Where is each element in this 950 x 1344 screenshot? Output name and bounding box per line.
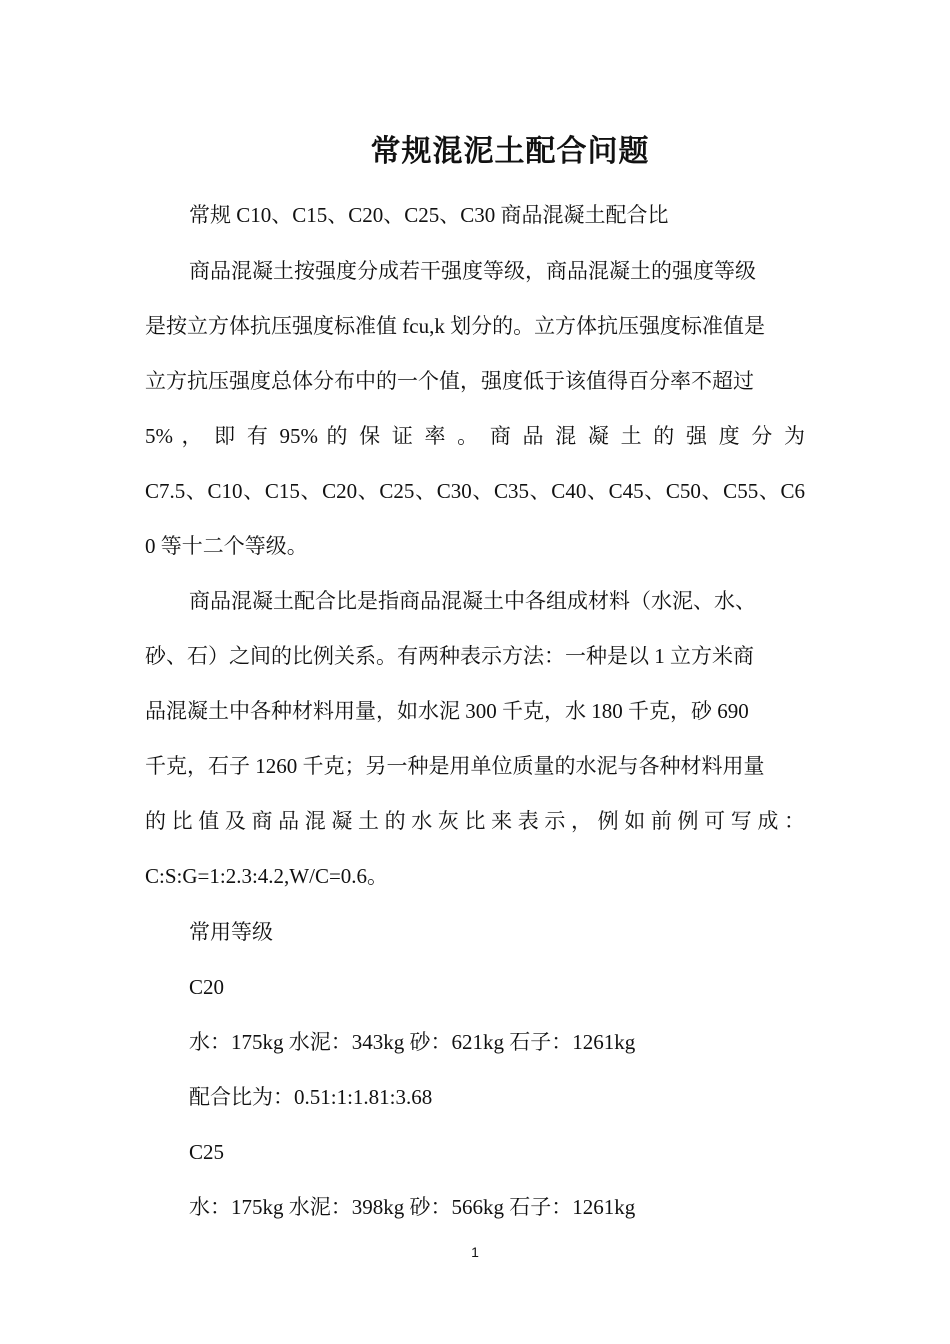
ratio-line: 配合比为：0.51:1:1.81:3.68	[189, 1085, 433, 1109]
paragraph-line: 砂、石）之间的比例关系。有两种表示方法：一种是以 1 立方米商	[145, 644, 754, 668]
paragraph-line: C:S:G=1:2.3:4.2,W/C=0.6。	[145, 864, 389, 888]
paragraph-line: 是按立方体抗压强度标准值 fcu,k 划分的。立方体抗压强度标准值是	[145, 314, 766, 338]
page-number: 1	[471, 1244, 479, 1260]
material-line: 水：175kg 水泥：398kg 砂：566kg 石子：1261kg	[189, 1195, 636, 1219]
page-title: 常规混泥土配合问题	[370, 135, 650, 168]
grade-label: C20	[189, 975, 225, 999]
material-line: 水：175kg 水泥：343kg 砂：621kg 石子：1261kg	[189, 1030, 636, 1054]
paragraph-line: C7.5、C10、C15、C20、C25、C30、C35、C40、C45、C50、C55、C6	[145, 479, 805, 503]
paragraph-line: 5% ， 即 有 95% 的 保 证 率 。 商 品 混 凝 土 的 强 度 分 为	[145, 424, 805, 448]
paragraph-line: 品混凝土中各种材料用量，如水泥 300 千克，水 180 千克，砂 690	[145, 699, 749, 723]
paragraph-line: 千克，石子 1260 千克；另一种是用单位质量的水泥与各种材料用量	[145, 754, 765, 778]
paragraph-line: 商品混凝土配合比是指商品混凝土中各组成材料（水泥、水、	[189, 589, 756, 613]
paragraph-line: 商品混凝土按强度分成若干强度等级，商品混凝土的强度等级	[189, 259, 756, 283]
grade-label: C25	[189, 1140, 225, 1164]
paragraph-line: 的 比 值 及 商 品 混 凝 土 的 水 灰 比 来 表 示 ， 例 如 前 例 可 写 成 ：	[145, 809, 805, 833]
paragraph-line: 0 等十二个等级。	[145, 534, 308, 558]
section-heading: 常用等级	[189, 920, 273, 944]
paragraph-line: 立方抗压强度总体分布中的一个值，强度低于该值得百分率不超过	[145, 369, 754, 393]
paragraph-line: 常规 C10、C15、C20、C25、C30 商品混凝土配合比	[189, 203, 669, 227]
